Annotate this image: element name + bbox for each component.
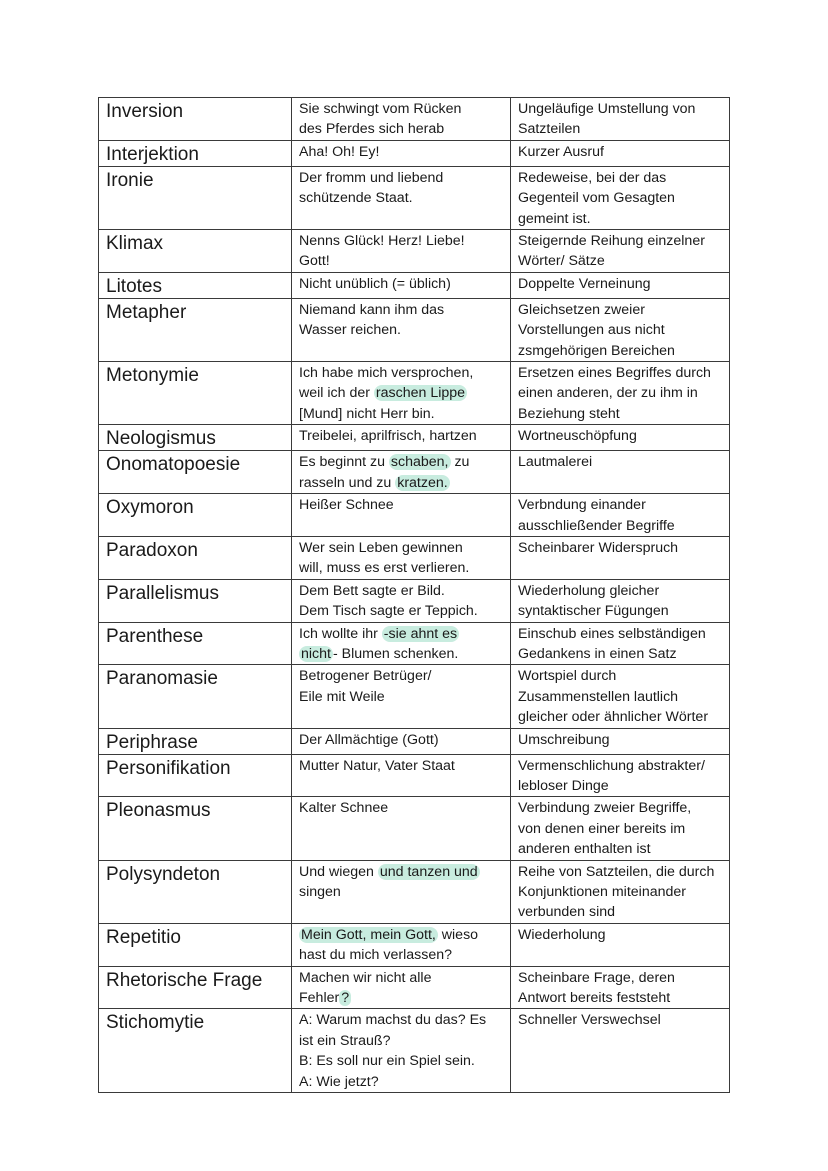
definition-line: Wörter/ Sätze bbox=[518, 253, 605, 270]
definition-cell bbox=[511, 797, 730, 860]
term-label: Paradoxon bbox=[106, 539, 198, 561]
term-label: Inversion bbox=[106, 101, 184, 122]
definition-line: Schneller Verswechsel bbox=[518, 1012, 661, 1029]
term-label: Paranomasie bbox=[106, 668, 218, 690]
example-line: Kalter Schnee bbox=[299, 800, 389, 817]
definition-line: Konjunktionen miteinander bbox=[518, 884, 686, 900]
example-line: ist ein Strauß? bbox=[299, 1032, 391, 1049]
example-line: [Mund] nicht Herr bin. bbox=[299, 405, 435, 422]
example-line: Wer sein Leben gewinnen bbox=[299, 539, 463, 556]
table-row bbox=[99, 1009, 730, 1093]
example-cell bbox=[292, 665, 511, 728]
example-cell bbox=[292, 298, 511, 361]
example-cell bbox=[292, 98, 511, 141]
definition-line: gemeint ist. bbox=[518, 210, 591, 227]
definition-line: Doppelte Verneinung bbox=[518, 275, 651, 292]
example-line: nicht - Blumen schenken. bbox=[301, 645, 459, 662]
definition-line: Reihe von Satzteilen, die durch bbox=[518, 863, 715, 880]
term-label: Polysyndeton bbox=[106, 863, 221, 885]
definition-line: Vermenschlichung abstrakter/ bbox=[518, 757, 705, 774]
definition-line: von denen einer bereits im bbox=[518, 820, 686, 837]
term-cell bbox=[99, 451, 292, 494]
example-line: weil ich der raschen Lippe bbox=[299, 385, 466, 402]
example-line: Eile mit Weile bbox=[299, 688, 385, 705]
definition-line: Antwort bereits feststeht bbox=[518, 990, 671, 1007]
example-cell bbox=[292, 1009, 511, 1093]
table-row bbox=[99, 298, 730, 361]
example-cell bbox=[292, 579, 511, 622]
stilmittel-table bbox=[98, 97, 730, 1093]
example-line: Nenns Glück! Herz! Liebe! bbox=[299, 233, 465, 250]
definition-cell bbox=[511, 579, 730, 622]
table-row bbox=[99, 140, 730, 166]
definition-line: Verbndung einander bbox=[518, 497, 646, 514]
term-label: Parallelismus bbox=[106, 582, 219, 604]
term-cell bbox=[99, 860, 292, 923]
term-cell bbox=[99, 298, 292, 361]
example-cell bbox=[292, 536, 511, 579]
definition-cell bbox=[511, 272, 730, 298]
example-cell bbox=[292, 451, 511, 494]
term-cell bbox=[99, 230, 292, 273]
highlighted-text: kratzen. bbox=[397, 474, 448, 491]
example-line: Fehler ? bbox=[299, 990, 350, 1007]
definition-line: verbunden sind bbox=[518, 904, 616, 921]
definition-line: Lautmalerei bbox=[518, 454, 593, 471]
highlighted-text: schaben, bbox=[390, 454, 449, 471]
highlighted-text: Mein Gott, mein Gott, bbox=[301, 926, 436, 943]
table-row bbox=[99, 966, 730, 1009]
example-line: Machen wir nicht alle bbox=[299, 969, 432, 986]
term-cell bbox=[99, 272, 292, 298]
highlighted-text: und tanzen und bbox=[379, 863, 478, 880]
definition-line: Ersetzen eines Begriffes durch bbox=[518, 365, 711, 382]
term-label: Klimax bbox=[106, 233, 164, 255]
example-line: Mein Gott, mein Gott, wieso bbox=[301, 926, 479, 943]
definition-line: Gleichsetzen zweier bbox=[518, 301, 645, 318]
example-line: Sie schwingt vom Rücken bbox=[299, 101, 462, 117]
example-line: Wasser reichen. bbox=[299, 322, 401, 339]
definition-cell bbox=[511, 425, 730, 451]
definition-cell bbox=[511, 451, 730, 494]
definition-line: Wiederholung gleicher bbox=[518, 582, 660, 599]
term-cell bbox=[99, 140, 292, 166]
table-row bbox=[99, 754, 730, 797]
definition-cell bbox=[511, 140, 730, 166]
example-line: singen bbox=[299, 884, 341, 900]
definition-line: Gedankens in einen Satz bbox=[518, 645, 677, 662]
example-cell bbox=[292, 622, 511, 665]
definition-line: Satzteilen bbox=[518, 121, 581, 138]
table-row bbox=[99, 230, 730, 273]
table-row bbox=[99, 923, 730, 966]
definition-cell bbox=[511, 728, 730, 754]
example-cell bbox=[292, 923, 511, 966]
example-line: Dem Bett sagte er Bild. bbox=[299, 582, 445, 599]
example-line: A: Wie jetzt? bbox=[299, 1073, 379, 1090]
term-label: Repetitio bbox=[106, 926, 181, 948]
example-cell bbox=[292, 728, 511, 754]
definition-line: lebloser Dinge bbox=[518, 777, 609, 794]
example-line: Aha! Oh! Ey! bbox=[299, 143, 380, 160]
example-line: Es beginnt zu schaben, zu bbox=[299, 454, 470, 471]
term-label: Interjektion bbox=[106, 143, 199, 165]
example-cell bbox=[292, 494, 511, 537]
definition-line: Zusammenstellen lautlich bbox=[518, 688, 679, 705]
definition-line: einen anderen, der zu ihm in bbox=[518, 385, 698, 402]
table-row bbox=[99, 622, 730, 665]
table-row bbox=[99, 98, 730, 141]
example-line: Ich habe mich versprochen, bbox=[299, 365, 474, 382]
example-cell bbox=[292, 140, 511, 166]
table-row bbox=[99, 860, 730, 923]
term-cell bbox=[99, 98, 292, 141]
table-row bbox=[99, 362, 730, 425]
definition-cell bbox=[511, 966, 730, 1009]
term-label: Onomatopoesie bbox=[106, 454, 241, 476]
example-line: schützende Staat. bbox=[299, 190, 413, 207]
term-cell bbox=[99, 622, 292, 665]
table-row bbox=[99, 797, 730, 860]
definition-cell bbox=[511, 860, 730, 923]
term-cell bbox=[99, 923, 292, 966]
term-label: Pleonasmus bbox=[106, 800, 211, 822]
definition-line: syntaktischer Fügungen bbox=[518, 603, 669, 620]
definition-cell bbox=[511, 665, 730, 728]
table-row bbox=[99, 425, 730, 451]
definition-line: ausschließender Begriffe bbox=[518, 517, 675, 534]
term-cell bbox=[99, 966, 292, 1009]
term-label: Metapher bbox=[106, 301, 187, 323]
table-row bbox=[99, 579, 730, 622]
example-cell bbox=[292, 272, 511, 298]
example-cell bbox=[292, 230, 511, 273]
example-line: Und wiegen und tanzen und bbox=[299, 863, 478, 880]
term-label: Neologismus bbox=[106, 428, 216, 450]
definition-line: zsmgehörigen Bereichen bbox=[518, 342, 675, 359]
example-line: Nicht unüblich (= üblich) bbox=[299, 275, 451, 292]
term-cell bbox=[99, 362, 292, 425]
definition-cell bbox=[511, 362, 730, 425]
highlighted-text: ? bbox=[341, 990, 350, 1007]
example-line: Niemand kann ihm das bbox=[299, 301, 445, 318]
definition-cell bbox=[511, 298, 730, 361]
definition-cell bbox=[511, 166, 730, 229]
definition-cell bbox=[511, 1009, 730, 1093]
definition-line: Wortneuschöpfung bbox=[518, 428, 637, 445]
term-label: Parenthese bbox=[106, 625, 204, 647]
table-row bbox=[99, 665, 730, 728]
term-label: Oxymoron bbox=[106, 497, 194, 519]
definition-cell bbox=[511, 494, 730, 537]
table-row bbox=[99, 494, 730, 537]
table-row bbox=[99, 728, 730, 754]
example-cell bbox=[292, 754, 511, 797]
term-cell bbox=[99, 1009, 292, 1093]
definition-cell bbox=[511, 754, 730, 797]
definition-line: anderen enthalten ist bbox=[518, 841, 651, 858]
definition-line: Kurzer Ausruf bbox=[518, 143, 604, 160]
example-line: Gott! bbox=[299, 253, 330, 270]
highlighted-text: -sie ahnt es bbox=[383, 625, 458, 642]
definition-line: Scheinbare Frage, deren bbox=[518, 969, 675, 986]
highlighted-text: nicht bbox=[301, 645, 331, 662]
term-cell bbox=[99, 754, 292, 797]
term-label: Periphrase bbox=[106, 731, 198, 753]
definition-cell bbox=[511, 622, 730, 665]
definition-cell bbox=[511, 923, 730, 966]
example-line: B: Es soll nur ein Spiel sein. bbox=[299, 1053, 475, 1070]
example-line: Mutter Natur, Vater Staat bbox=[299, 757, 455, 774]
term-label: Metonymie bbox=[106, 365, 199, 387]
table-row bbox=[99, 451, 730, 494]
term-label: Rhetorische Frage bbox=[106, 969, 263, 991]
definition-cell bbox=[511, 98, 730, 141]
example-cell bbox=[292, 362, 511, 425]
example-line: Heißer Schnee bbox=[299, 497, 394, 514]
example-line: Der Allmächtige (Gott) bbox=[299, 731, 439, 748]
definition-cell bbox=[511, 536, 730, 579]
example-line: Der fromm und liebend bbox=[299, 169, 444, 186]
example-line: Ich wollte ihr -sie ahnt es bbox=[299, 625, 458, 642]
definition-line: Beziehung steht bbox=[518, 405, 620, 422]
table-row bbox=[99, 536, 730, 579]
definition-line: Redeweise, bei der das bbox=[518, 169, 667, 186]
definition-line: Ungeläufige Umstellung von bbox=[518, 101, 696, 117]
definition-line: Wortspiel durch bbox=[518, 668, 617, 685]
term-cell bbox=[99, 728, 292, 754]
term-cell bbox=[99, 494, 292, 537]
definition-line: Umschreibung bbox=[518, 731, 610, 748]
definition-cell bbox=[511, 230, 730, 273]
example-line: hast du mich verlassen? bbox=[299, 947, 452, 964]
example-line: des Pferdes sich herab bbox=[299, 121, 445, 138]
highlighted-text: raschen Lippe bbox=[375, 385, 466, 402]
definition-line: Verbindung zweier Begriffe, bbox=[518, 800, 692, 817]
term-label: Litotes bbox=[106, 275, 162, 297]
term-label: Stichomytie bbox=[106, 1012, 205, 1034]
table-row bbox=[99, 272, 730, 298]
term-label: Ironie bbox=[106, 169, 154, 191]
example-cell bbox=[292, 425, 511, 451]
example-line: will, muss es erst verlieren. bbox=[299, 560, 470, 577]
term-cell bbox=[99, 665, 292, 728]
table-body bbox=[99, 98, 730, 1093]
definition-line: Einschub eines selbständigen bbox=[518, 625, 706, 642]
term-cell bbox=[99, 166, 292, 229]
example-line: rasseln und zu kratzen. bbox=[299, 474, 448, 491]
term-label: Personifikation bbox=[106, 757, 231, 779]
example-line: Dem Tisch sagte er Teppich. bbox=[299, 603, 478, 620]
example-cell bbox=[292, 797, 511, 860]
example-line: Betrogener Betrüger/ bbox=[299, 668, 432, 685]
definition-line: Gegenteil vom Gesagten bbox=[518, 190, 675, 207]
definition-line: gleicher oder ähnlicher Wörter bbox=[518, 709, 709, 726]
example-line: Treibelei, aprilfrisch, hartzen bbox=[299, 428, 477, 445]
example-cell bbox=[292, 966, 511, 1009]
term-cell bbox=[99, 579, 292, 622]
definition-line: Vorstellungen aus nicht bbox=[518, 322, 665, 339]
example-cell bbox=[292, 166, 511, 229]
example-line: A: Warum machst du das? Es bbox=[299, 1012, 487, 1029]
table-row bbox=[99, 166, 730, 229]
term-cell bbox=[99, 536, 292, 579]
example-cell bbox=[292, 860, 511, 923]
definition-line: Scheinbarer Widerspruch bbox=[518, 539, 679, 556]
term-cell bbox=[99, 797, 292, 860]
definition-line: Steigernde Reihung einzelner bbox=[518, 233, 705, 250]
definition-line: Wiederholung bbox=[518, 926, 606, 943]
term-cell bbox=[99, 425, 292, 451]
